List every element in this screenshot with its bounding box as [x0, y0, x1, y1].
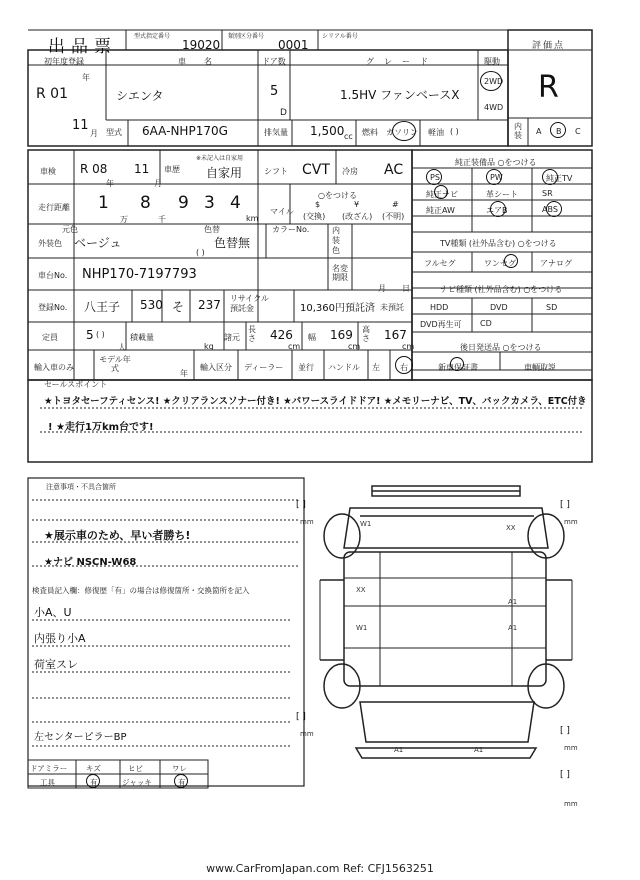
model-year-label: モデル年式 [99, 355, 131, 373]
drive-label: 駆動 [484, 57, 500, 66]
plate-class: 530 [140, 298, 163, 312]
registration-year: R 01 [36, 86, 68, 102]
equip-item: 純正AW [426, 206, 455, 215]
first-registration-label: 初年度登録 [44, 57, 84, 66]
displacement-label: 排気量 [264, 128, 288, 137]
diagram-shape [356, 748, 536, 758]
sen-unit: 千 [158, 215, 166, 224]
equip-item: 純正TV [546, 174, 573, 183]
mile-label: マイル [270, 207, 294, 216]
equip-item: PS [430, 173, 440, 182]
capacity-value: 5 [86, 328, 94, 342]
fuel-gasoline: ガソリン [386, 128, 418, 137]
parallel-label: 並行 [298, 363, 314, 372]
door-count: 5 [270, 84, 279, 99]
tv-item: ワンセグ [484, 259, 516, 268]
damage-code: A1 [474, 746, 484, 754]
width-label: 幅 [308, 333, 316, 342]
hash-sign: # [392, 200, 399, 209]
genuine-equipment-label: 純正装備品 ○をつける [455, 158, 537, 167]
car-name: シエンタ [116, 89, 164, 103]
height-label: 高さ [362, 325, 370, 343]
mileage-circle-note: ○をつける [318, 191, 357, 200]
legend-header-mirror: ドアミラー [30, 764, 68, 773]
mileage-digit: 4 [230, 193, 241, 213]
plate-city: 八王子 [84, 300, 121, 314]
damage-code: XX [506, 524, 516, 532]
plate-kana: そ [172, 300, 185, 314]
altered-label: (改ざん) [342, 212, 373, 221]
drive-2wd: 2WD [484, 77, 504, 86]
shift-label: シフト [264, 167, 288, 176]
dollar-sign: $ [315, 200, 321, 209]
displacement-value: 1,500 [310, 124, 345, 138]
cc-unit: cc [344, 132, 353, 141]
equip-item: SR [542, 189, 553, 198]
equip-item: 純正ナビ [426, 190, 458, 199]
serial-label: シリアル番号 [322, 33, 358, 40]
measure-bracket: [ ] [560, 500, 570, 510]
equip-item-circle [434, 185, 448, 199]
damage-code: A1 [508, 598, 518, 606]
length-value: 426 [270, 328, 293, 342]
equip-item-circle [486, 169, 502, 185]
equip-item: ABS [542, 205, 558, 214]
measure-bracket: [ ] [296, 500, 306, 510]
chassis-label: 車台No. [38, 271, 68, 280]
kg-unit: kg [204, 342, 214, 351]
inspector-line-1: 小A、U [34, 606, 72, 619]
model-label: 型式 [106, 128, 122, 137]
name-change-month: 月 [378, 284, 386, 293]
category-label: 類別区分番号 [228, 33, 265, 40]
length-label: 長さ [248, 325, 256, 343]
mileage-digit: 1 [98, 193, 109, 213]
mileage-label: 走行距離 [38, 203, 70, 212]
navi-item: SD [546, 303, 558, 312]
man-unit: 万 [120, 215, 128, 224]
interior-circle [550, 122, 566, 138]
exterior-color-label: 外装色 [38, 239, 62, 248]
name-change-label: 名変期限 [332, 264, 348, 282]
equip-item-circle [546, 201, 562, 217]
sales-point-label: セールスポイント [44, 380, 108, 389]
person-unit: 人 [118, 343, 126, 352]
ac-value: AC [384, 162, 404, 178]
legend-tools-value: 有 [90, 778, 98, 787]
score-value: R [538, 70, 559, 105]
score-label: 評価点 [532, 41, 566, 51]
drive-4wd: 4WD [484, 103, 504, 112]
handle-right-circle [395, 356, 413, 374]
interior-a: A [536, 127, 542, 136]
fuel-paren: ( ) [450, 127, 459, 136]
import-only-label: 輸入車のみ [34, 363, 74, 372]
form-title: 出品票 [48, 37, 117, 57]
recycle-label: リサイクル預託金 [230, 294, 269, 313]
damage-code: A1 [394, 746, 404, 754]
later-item-warranty: 新車保証書 [438, 363, 478, 372]
color-change: 色替無 [214, 236, 251, 250]
recycle-not: 未預託 [380, 303, 404, 312]
legend-jack-value: 有 [178, 778, 186, 787]
shaken-month: 11 [134, 162, 150, 176]
registration-month: 11 [72, 118, 89, 133]
navi-item: DVD再生可 [420, 320, 462, 329]
mm-unit: mm [564, 800, 578, 808]
navi-item: CD [480, 319, 492, 328]
car-name-label: 車名 [178, 57, 230, 66]
shaken-year-unit: 年 [106, 179, 114, 188]
tv-item: アナログ [540, 259, 572, 268]
equip-item-circle [490, 201, 506, 217]
interior-b: B [556, 127, 562, 136]
model-code: 6AA-NHP170G [142, 124, 228, 138]
mileage-digit: 3 [204, 193, 215, 213]
fuel-circle [392, 121, 416, 141]
width-value: 169 [330, 328, 353, 342]
km-unit: km [246, 214, 259, 223]
damage-code: A1 [508, 624, 518, 632]
chassis-number: NHP170-7197793 [82, 267, 197, 282]
grade-label: グレード [366, 57, 438, 66]
interior-label: 内装 [514, 122, 522, 140]
category-number: 0001 [278, 38, 309, 52]
navi-type-label: ナビ種類 (社外品含む) ○をつける [440, 285, 563, 294]
measure-bracket: [ ] [560, 726, 570, 736]
import-type-label: 輸入区分 [200, 363, 232, 372]
inspector-label: 検査員記入欄：修復歴「有」の場合は修復箇所・交換箇所を記入 [32, 586, 250, 595]
usage-value: 自家用 [206, 166, 243, 180]
door-count-label: ドア数 [262, 57, 286, 66]
damage-code: XX [356, 586, 366, 594]
measure-bracket: [ ] [560, 770, 570, 780]
orig-color: ベージュ [74, 236, 122, 250]
mm-unit: mm [300, 730, 314, 738]
diagram-shape [344, 508, 548, 548]
model-year-unit: 年 [180, 369, 188, 378]
name-change-day: 日 [402, 284, 410, 293]
mm-unit: mm [300, 518, 314, 526]
shaken-year: R 08 [80, 162, 108, 176]
mileage-digit: 8 [140, 193, 151, 213]
exchange-label: (交換) [303, 212, 326, 221]
length-cm: cm [288, 342, 301, 351]
inspector-line-3: 荷室スレ [34, 658, 78, 671]
equip-item: PW [490, 173, 503, 182]
width-cm: cm [348, 342, 361, 351]
tv-item: フルセグ [424, 259, 456, 268]
type-designation-number: 19020 [182, 38, 221, 52]
tools-circle [86, 774, 100, 788]
dealer-label: ディーラー [244, 363, 284, 372]
height-cm: cm [402, 342, 415, 351]
shaken-month-unit: 月 [154, 179, 162, 188]
navi-item: HDD [430, 303, 449, 312]
inspector-line-5: 左センターピラーBP [34, 732, 127, 743]
handle-left: 左 [372, 363, 380, 372]
light-oil-label: 軽油 [428, 128, 444, 137]
form-box [344, 552, 546, 686]
capacity-paren: ( ) [96, 330, 105, 339]
legend-tools: 工具 [40, 778, 55, 787]
mileage-digit: 9 [178, 193, 189, 213]
handle-right: 右 [400, 363, 408, 372]
color-no-label: カラーNo. [272, 225, 310, 234]
load-label: 積載量 [130, 333, 154, 342]
color-change-label: 色替 [204, 225, 220, 234]
legend-jack: ジャッキ [122, 778, 152, 787]
month-unit: 月 [90, 129, 98, 138]
interior-color-label: 内装色 [332, 226, 340, 255]
damage-code: W1 [360, 520, 372, 528]
door-type: D [280, 108, 287, 118]
mm-unit: mm [564, 518, 578, 526]
plate-number: 237 [198, 298, 221, 312]
equip-item: エアB [486, 206, 508, 215]
interior-c: C [575, 127, 581, 136]
handle-label: ハンドル [328, 363, 360, 372]
recycle-value: 10,360円預託済 [300, 303, 375, 314]
tv-type-label: TV種類 (社外品含む) ○をつける [440, 239, 557, 248]
fuel-label: 燃料 [362, 128, 378, 137]
height-value: 167 [384, 328, 407, 342]
legend-header-crack: ヒビ [128, 764, 143, 773]
notes-label: 注意事項・不具合箇所 [46, 483, 116, 491]
jack-circle [174, 774, 188, 788]
measure-bracket: [ ] [296, 712, 306, 722]
dims-label: 諸元 [224, 333, 240, 342]
equip-item-circle [426, 169, 442, 185]
mm-unit: mm [564, 744, 578, 752]
yen-sign: ¥ [354, 200, 360, 209]
notes-line-1: ★展示車のため、早い者勝ち! [44, 529, 191, 542]
shaken-label: 車検 [40, 167, 56, 176]
equip-item-circle [542, 169, 558, 185]
tv-item-circle [504, 254, 518, 268]
ac-label: 冷房 [342, 167, 358, 176]
diagram-shape [360, 702, 534, 742]
sales-point-line-1: ★トヨタセーフティセンス! ★クリアランスソナー付き! ★パワースライドドア! ★メモリーナビ、TV、バックカメラ、ETC付き [44, 396, 587, 407]
usage-note: ※未記入は自家用 [196, 155, 244, 162]
diagram-shape [372, 486, 520, 496]
warranty-circle [450, 357, 464, 371]
sales-point-line-2: ! ★走行1万km台です! [48, 422, 154, 433]
grade-value: 1.5HV ファンベースX [340, 88, 460, 102]
drive-2wd-circle [480, 71, 502, 91]
orig-color-label: 元色 [62, 225, 78, 234]
damage-code: W1 [356, 624, 368, 632]
equip-item: 革シート [486, 190, 518, 199]
type-designation-label: 型式指定番号 [134, 33, 171, 40]
year-unit: 年 [82, 73, 90, 82]
plate-label: 登録No. [38, 303, 68, 312]
unknown-label: (不明) [382, 212, 405, 221]
footer-reference: www.CarFromJapan.com Ref: CFJ1563251 [206, 862, 434, 875]
later-items-label: 後日発送品 ○をつける [460, 343, 542, 352]
shift-value: CVT [302, 162, 330, 178]
color-paren: ( ) [196, 248, 205, 257]
navi-item: DVD [490, 303, 508, 312]
legend-header-break: ワレ [172, 764, 187, 773]
usage-label: 車歴 [164, 165, 180, 174]
legend-header-scratch: キズ [86, 764, 101, 773]
inspector-line-2: 内張り小A [34, 632, 86, 645]
notes-line-2: ★ナビ NSCN-W68 [44, 557, 137, 568]
capacity-label: 定員 [42, 333, 58, 342]
later-item-manual: 車輌取説 [524, 363, 556, 372]
